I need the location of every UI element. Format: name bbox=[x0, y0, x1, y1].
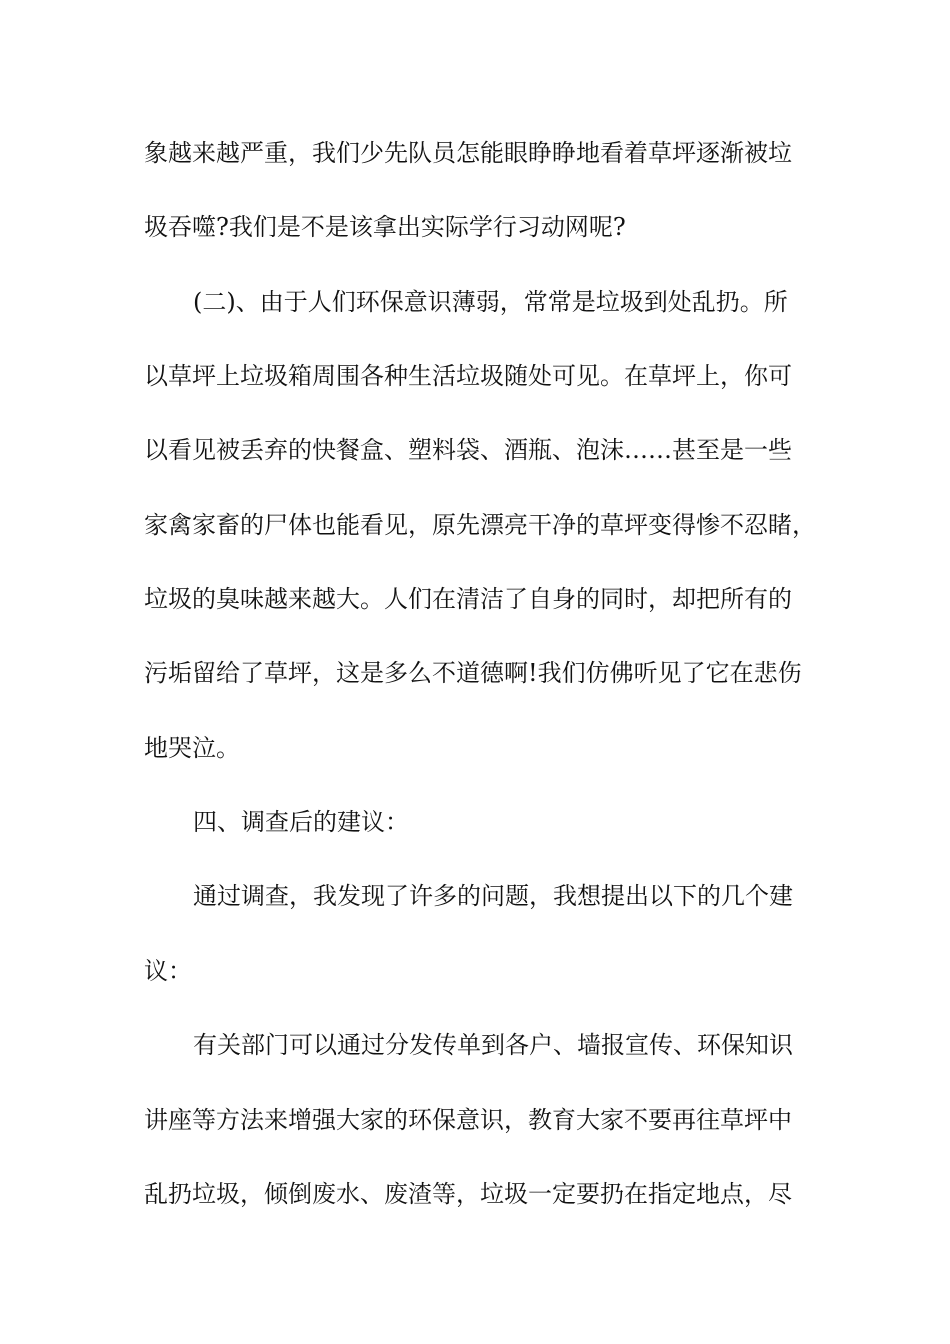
paragraph-start-line: (二)、由于人们环保意识薄弱，常常是垃圾到处乱扔。所 bbox=[193, 288, 788, 316]
text-line: 象越来越严重，我们少先队员怎能眼睁睁地看着草坪逐渐被垃 bbox=[144, 139, 792, 167]
text-line: 以看见被丢弃的快餐盒、塑料袋、酒瓶、泡沫……甚至是一些 bbox=[144, 436, 792, 464]
text-line: 讲座等方法来增强大家的环保意识，教育大家不要再往草坪中 bbox=[144, 1106, 792, 1134]
text-line: 以草坪上垃圾箱周围各种生活垃圾随处可见。在草坪上，你可 bbox=[144, 362, 792, 390]
paragraph-start-line: 通过调查，我发现了许多的问题，我想提出以下的几个建 bbox=[193, 882, 793, 910]
text-line: 议： bbox=[144, 957, 192, 985]
text-line: 家禽家畜的尸体也能看见，原先漂亮干净的草坪变得惨不忍睹， bbox=[144, 511, 816, 539]
section-heading: 四、调查后的建议： bbox=[193, 808, 409, 836]
text-line: 污垢留给了草坪，这是多么不道德啊!我们仿佛听见了它在悲伤 bbox=[144, 659, 802, 687]
text-line: 地哭泣。 bbox=[144, 734, 240, 762]
text-line: 垃圾的臭味越来越大。人们在清洁了自身的同时，却把所有的 bbox=[144, 585, 792, 613]
paragraph-start-line: 有关部门可以通过分发传单到各户、墙报宣传、环保知识 bbox=[193, 1031, 793, 1059]
text-line: 圾吞噬?我们是不是该拿出实际学行习动网呢? bbox=[144, 213, 626, 241]
text-line: 乱扔垃圾，倾倒废水、废渣等，垃圾一定要扔在指定地点，尽 bbox=[144, 1180, 792, 1208]
